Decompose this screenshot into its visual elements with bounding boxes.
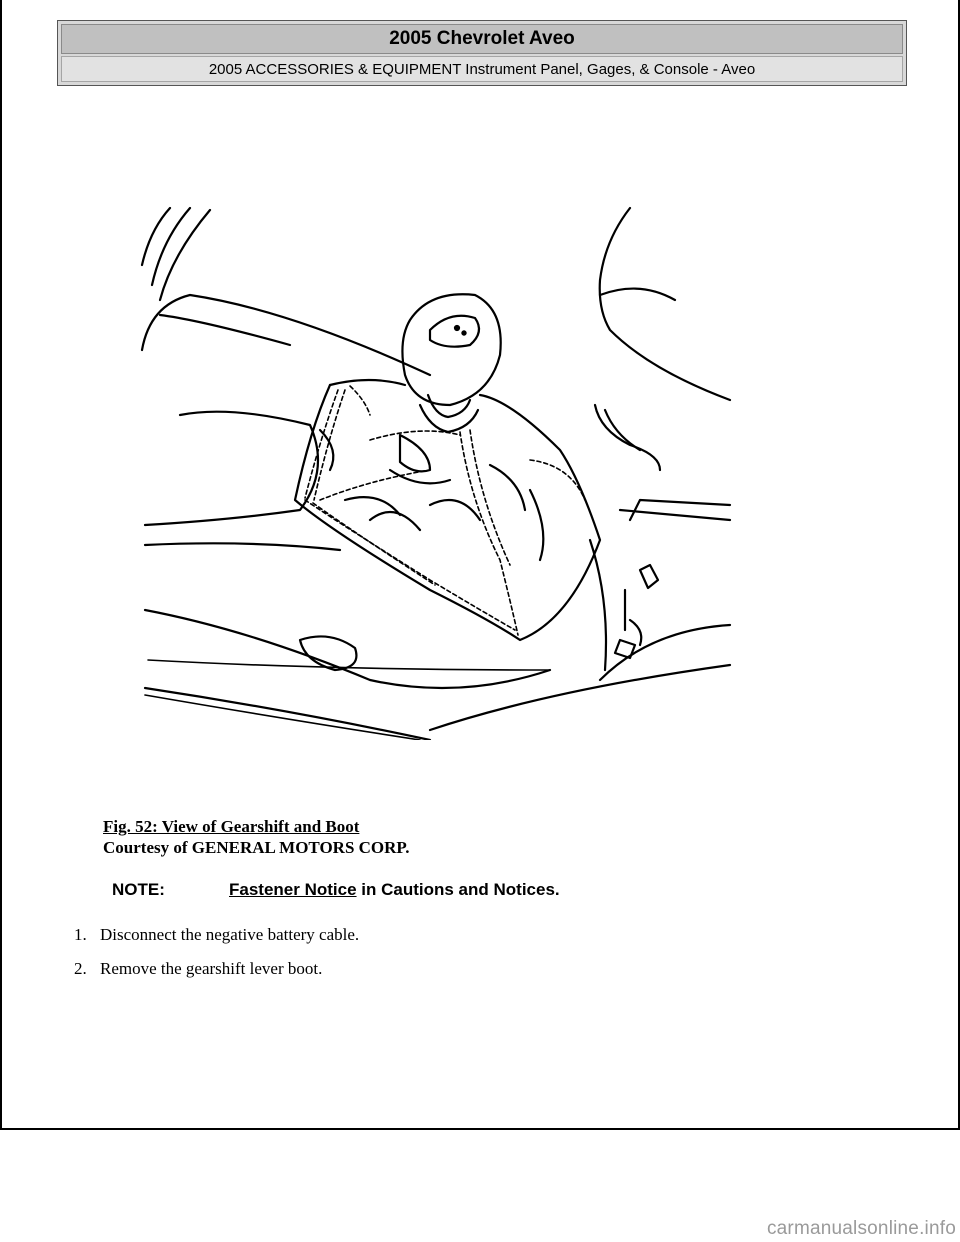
figure-courtesy: Courtesy of GENERAL MOTORS CORP. <box>103 838 410 857</box>
site-watermark: carmanualsonline.info <box>766 1218 956 1239</box>
document-header <box>57 20 907 86</box>
list-item <box>74 925 359 959</box>
list-item <box>74 959 359 993</box>
document-title: 2005 Chevrolet Aveo <box>61 24 903 54</box>
step-text: Remove the gearshift lever boot. <box>100 959 323 978</box>
fastener-notice-link[interactable]: Fastener Notice <box>229 880 357 899</box>
note-text: in Cautions and Notices. <box>356 880 560 899</box>
figure-caption <box>103 816 410 858</box>
step-number: 2. <box>74 959 87 978</box>
step-text: Disconnect the negative battery cable. <box>100 925 360 944</box>
note-row <box>112 880 560 900</box>
figure-title[interactable]: Fig. 52: View of Gearshift and Boot <box>103 817 360 836</box>
step-number: 1. <box>74 925 87 944</box>
procedure-steps <box>74 925 359 993</box>
document-subtitle: 2005 ACCESSORIES & EQUIPMENT Instrument Panel, Gages, & Console - Aveo <box>61 56 903 82</box>
note-label: NOTE: <box>112 880 165 899</box>
gearshift-boot-illustration <box>130 200 740 740</box>
